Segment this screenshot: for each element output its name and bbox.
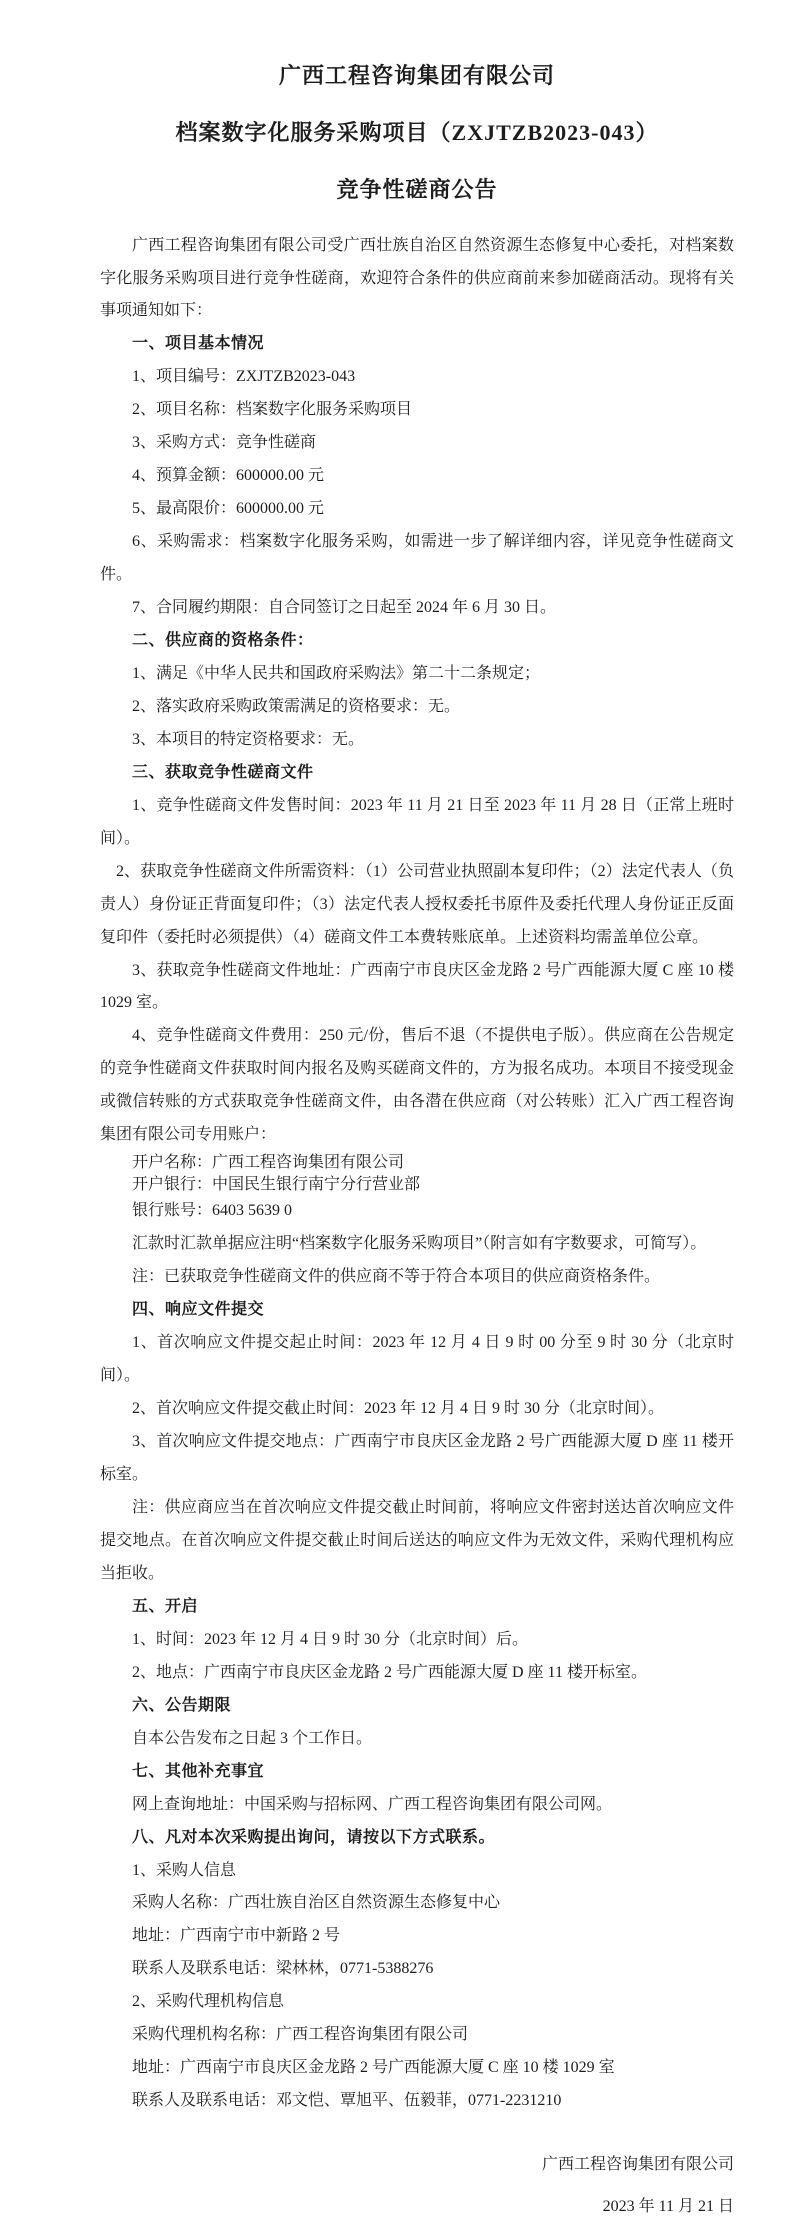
section-heading: 二、供应商的资格条件： [132, 632, 314, 649]
doc-title-company: 广西工程咨询集团有限公司 [278, 63, 555, 88]
paragraph: 联系人及联系电话：梁林林，0771-5388276 [132, 1960, 434, 1978]
paragraph: 2、落实政府采购政策需满足的资格要求：无。 [132, 697, 461, 715]
paragraph: 注：供应商应当在首次响应文件提交截止时间前，将响应文件密封送达首次响应文件提交地点。在首次响应文件提交截止时间后送达的响应文件为无效文件，采购代理机构应当拒收。 [100, 1499, 734, 1582]
paragraph: 自本公告发布之日起 3 个工作日。 [132, 1729, 373, 1747]
paragraph: 开户名称：广西工程咨询集团有限公司 [132, 1154, 405, 1172]
paragraph: 采购人名称：广西壮族自治区自然资源生态修复中心 [132, 1894, 501, 1912]
section-heading: 五、开启 [132, 1597, 199, 1615]
paragraph: 1、竞争性磋商文件发售时间：2023 年 11 月 21 日至 2023 年 11 月 28 日（正常上班时间）。 [100, 796, 734, 847]
section-heading: 一、项目基本情况 [132, 335, 265, 353]
paragraph: 1、满足《中华人民共和国政府采购法》第二十二条规定； [132, 664, 541, 682]
paragraph: 2、获取竞争性磋商文件所需资料：（1）公司营业执照副本复印件；（2）法定代表人（负责人）身份证正背面复印件；（3）法定代表人授权委托书原件及委托代理人身份证正反面复印件（委托时必须提供）（4）磋商文件工本费转账底单。上述资料均需盖单位公章。 [100, 862, 734, 946]
paragraph: 广西工程咨询集团有限公司受广西壮族自治区自然资源生态修复中心委托，对档案数字化服务采购项目进行竞争性磋商，欢迎符合条件的供应商前来参加磋商活动。现将有关事项通知如下： [100, 236, 734, 320]
paragraph: 7、合同履约期限：自合同签订之日起至 2024 年 6 月 30 日。 [132, 599, 557, 617]
paragraph: 2、地点：广西南宁市良庆区金龙路 2 号广西能源大厦 D 座 11 楼开标室。 [132, 1663, 647, 1681]
paragraph: 地址：广西南宁市中新路 2 号 [132, 1927, 341, 1945]
paragraph: 网上查询地址：中国采购与招标网、广西工程咨询集团有限公司网。 [132, 1795, 613, 1813]
paragraph: 联系人及联系电话：邓文恺、覃旭平、伍毅菲，0771-2231210 [132, 2092, 562, 2110]
doc-title-project: 档案数字化服务采购项目（ZXJTZB2023-043） [175, 120, 659, 146]
signature-block [100, 2144, 734, 2227]
paragraph: 1、采购人信息 [132, 1861, 237, 1879]
paragraph: 2、采购代理机构信息 [132, 1993, 285, 2011]
paragraph: 汇款时汇款单据应注明“档案数字化服务采购项目”（附言如有字数要求，可简写）。 [132, 1235, 707, 1253]
section-heading: 六、公告期限 [132, 1696, 232, 1714]
section-heading: 八、凡对本次采购提出询问，请按以下方式联系。 [132, 1828, 496, 1846]
paragraph: 银行账号：6403 5639 0 [132, 1202, 293, 1220]
paragraph: 2、项目名称：档案数字化服务采购项目 [132, 401, 413, 419]
paragraph: 注：已获取竞争性磋商文件的供应商不等于符合本项目的供应商资格条件。 [132, 1268, 661, 1286]
section-heading: 七、其他补充事宜 [132, 1762, 265, 1780]
section-heading: 三、获取竞争性磋商文件 [132, 763, 314, 781]
paragraph: 5、最高限价：600000.00 元 [132, 500, 325, 518]
doc-title-notice-type: 竞争性磋商公告 [336, 177, 498, 203]
paragraph: 3、首次响应文件提交地点：广西南宁市良庆区金龙路 2 号广西能源大厦 D 座 11 楼开标室。 [100, 1433, 734, 1484]
paragraph: 1、项目编号：ZXJTZB2023-043 [132, 368, 356, 386]
signature-company: 广西工程咨询集团有限公司 [541, 2156, 734, 2174]
paragraph: 地址：广西南宁市良庆区金龙路 2 号广西能源大厦 C 座 10 楼 1029 室 [132, 2059, 615, 2077]
paragraph: 开户银行：中国民生银行南宁分行营业部 [132, 1175, 421, 1193]
paragraph: 1、首次响应文件提交起止时间：2023 年 12 月 4 日 9 时 00 分至 9 时 30 分（北京时间）。 [100, 1334, 734, 1385]
paragraph: 4、竞争性磋商文件费用：250 元/份，售后不退（不提供电子版）。供应商在公告规定的竞争性磋商文件获取时间内报名及购买磋商文件的，方为报名成功。本项目不接受现金或微信转账的方式获取竞争性磋商文件，由各潜在供应商（对公转账）汇入广西工程咨询集团有限公司专用账户： [100, 1027, 734, 1144]
paragraph: 4、预算金额：600000.00 元 [132, 467, 325, 485]
paragraph: 3、获取竞争性磋商文件地址：广西南宁市良庆区金龙路 2 号广西能源大厦 C 座 10 楼 1029 室。 [100, 961, 734, 1012]
section-heading: 四、响应文件提交 [132, 1301, 265, 1319]
paragraph: 6、采购需求：档案数字化服务采购，如需进一步了解详细内容，详见竞争性磋商文件。 [100, 533, 734, 584]
paragraph: 2、首次响应文件提交截止时间：2023 年 12 月 4 日 9 时 30 分（北京时间）。 [132, 1400, 665, 1418]
paragraph: 3、本项目的特定资格要求：无。 [132, 730, 365, 748]
paragraph: 1、时间：2023 年 12 月 4 日 9 时 30 分（北京时间）后。 [132, 1630, 529, 1648]
paragraph: 3、采购方式：竞争性磋商 [132, 434, 317, 452]
paragraph: 采购代理机构名称：广西工程咨询集团有限公司 [132, 2026, 469, 2044]
signature-date: 2023 年 11 月 21 日 [602, 2197, 734, 2215]
document-body [100, 230, 734, 2119]
